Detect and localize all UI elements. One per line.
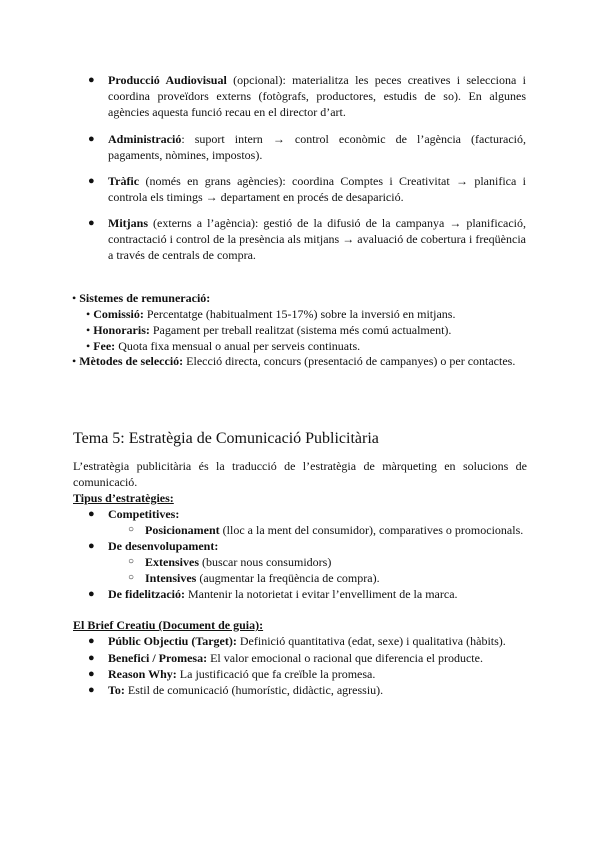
list-item: To: Estil de comunicació (humorístic, didàctic, agressiu). [108, 683, 384, 697]
list-item: De desenvolupament: [108, 539, 219, 553]
list-item [108, 72, 526, 120]
section-heading: Tema 5: Estratègia de Comunicació Publicitària [73, 430, 379, 447]
list-item [108, 215, 526, 263]
role-text: (només en grans agències): coordina Comptes i Creativitat → planifica i controla els timings → departament en procés de desaparició. [108, 174, 526, 204]
list-item: • Fee: Quota fixa mensual o anual per serveis continuats. [86, 339, 361, 353]
list-item: Reason Why: La justificació que fa creïble la promesa. [108, 667, 376, 681]
list-item: Intensives (augmentar la freqüència de compra). [145, 571, 380, 585]
subheading: El Brief Creatiu (Document de guia): [73, 618, 264, 632]
list-item [108, 173, 526, 205]
circle-bullet-icon: ○ [128, 556, 135, 567]
bullet-icon: ● [88, 635, 95, 647]
bullet-icon: ● [88, 217, 95, 229]
bullet-icon: ● [88, 74, 95, 86]
list-item: Públic Objectiu (Target): Definició quantitativa (edat, sexe) i qualitativa (hàbits). [108, 634, 506, 648]
bullet-icon: ● [88, 540, 95, 552]
bullet-icon: ● [88, 588, 95, 600]
circle-bullet-icon: ○ [128, 572, 135, 583]
intro-paragraph: L’estratègia publicitària és la traducció de l’estratègia de màrqueting en solucions de comunicació. [73, 459, 527, 489]
list-item: • Honoraris: Pagament per treball realitzat (sistema més comú actualment). [86, 323, 452, 337]
bullet-icon: ● [88, 684, 95, 696]
role-term: Tràfic [108, 174, 140, 188]
list-item: Benefici / Promesa: El valor emocional o racional que diferencia el producte. [108, 651, 483, 665]
subheading: Tipus d’estratègies: [73, 491, 174, 505]
role-text: (externs a l’agència): gestió de la difusió de la campanya → planificació, contractació i control de la presència als mitjans → avaluació de cobertura i freqüència a través de centrals de compra. [108, 216, 526, 262]
role-term: Administració [108, 132, 182, 146]
circle-bullet-icon: ○ [128, 524, 135, 535]
bullet-icon: ● [88, 175, 95, 187]
role-text: : suport intern → control econòmic de l’agència (facturació, pagaments, nòmines, impostos). [108, 132, 526, 162]
list-item: De fidelització: Mantenir la notorietat i evitar l’envelliment de la marca. [108, 587, 458, 601]
list-item: • Comissió: Percentatge (habitualment 15-17%) sobre la inversió en mitjans. [86, 307, 456, 321]
remuneracio-heading: • Sistemes de remuneració: [72, 291, 211, 305]
bullet-icon: ● [88, 133, 95, 145]
bullet-icon: ● [88, 668, 95, 680]
role-term: Producció Audiovisual [108, 73, 227, 87]
bullet-icon: ● [88, 652, 95, 664]
list-item: Posicionament (lloc a la ment del consumidor), comparatives o promocionals. [145, 523, 524, 537]
list-item [108, 131, 526, 163]
role-text: (opcional): materialitza les peces creatives i selecciona i coordina proveïdors externs (fotògrafs, productores, estudis de so). En algunes agències aquesta funció recau en el director d’art. [108, 73, 526, 119]
list-item: • Mètodes de selecció: Elecció directa, concurs (presentació de campanyes) o per contactes. [72, 354, 516, 368]
list-item: Competitives: [108, 507, 180, 521]
list-item: Extensives (buscar nous consumidors) [145, 555, 332, 569]
bullet-icon: ● [88, 508, 95, 520]
role-term: Mitjans [108, 216, 148, 230]
